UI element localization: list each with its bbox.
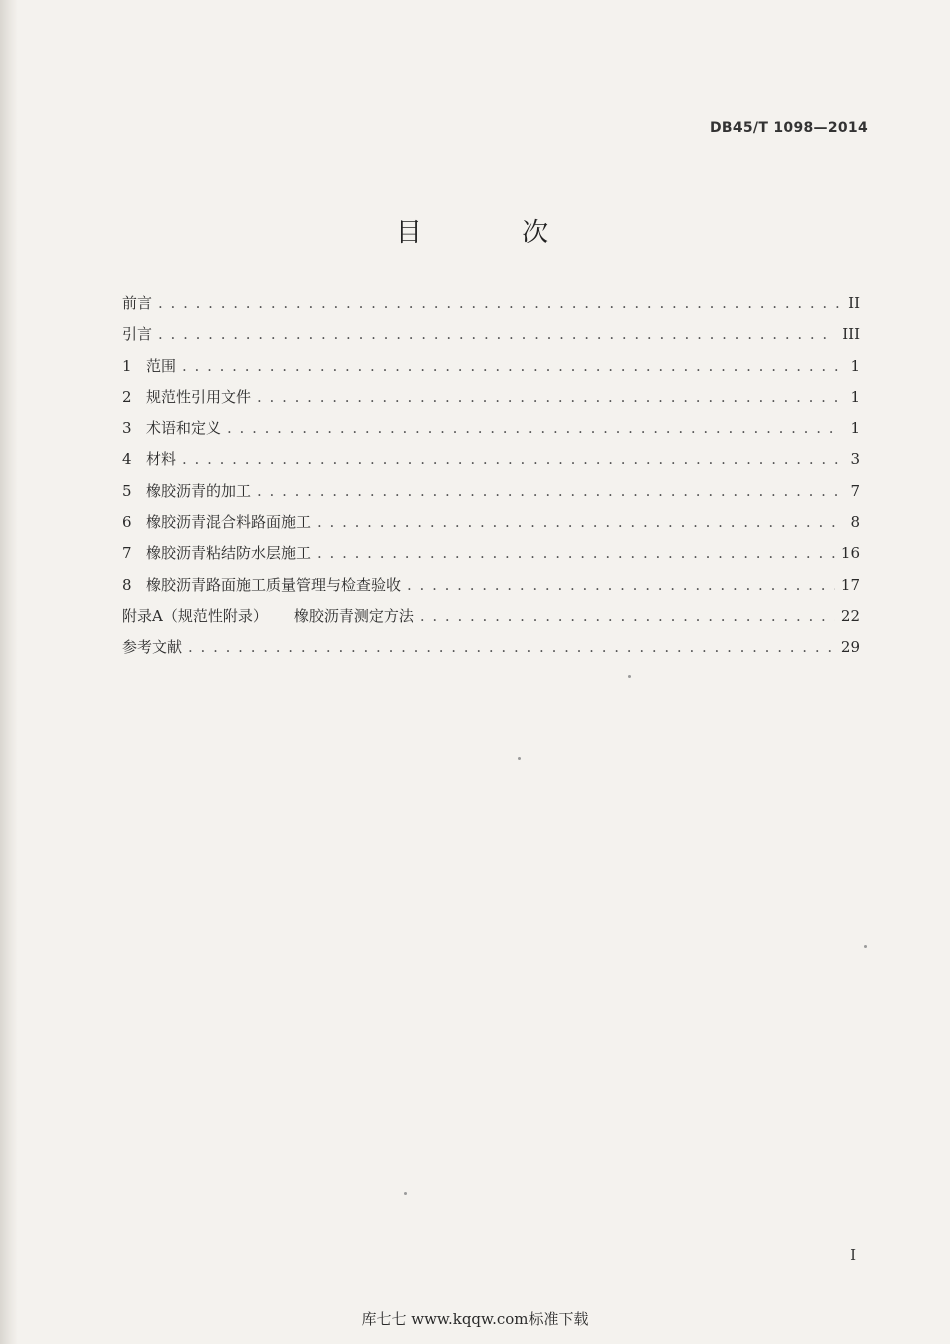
- toc-leader: [188, 632, 835, 663]
- page-title: 目 次: [395, 218, 595, 248]
- toc-entry-text: 参考文献: [122, 638, 183, 657]
- toc-entry-processing[interactable]: [122, 476, 860, 507]
- toc-page-ref: 7: [850, 481, 860, 500]
- toc-leader: [182, 351, 840, 382]
- toc-entry-quality-management[interactable]: [122, 570, 860, 601]
- toc-leader: [158, 288, 840, 319]
- toc-entry-number: 6: [122, 513, 132, 532]
- toc-leader: [257, 382, 840, 413]
- toc-page-ref: 8: [850, 513, 860, 532]
- toc-page-ref: III: [842, 325, 860, 344]
- scan-edge-shadow: [0, 0, 18, 1344]
- toc-entry-text: 橡胶沥青路面施工质量管理与检查验收: [146, 575, 402, 594]
- toc-entry-materials[interactable]: [122, 444, 860, 475]
- toc-entry-mixture-construction[interactable]: [122, 507, 860, 538]
- toc-entry-number: 8: [122, 575, 132, 594]
- toc-entry-subtitle: 橡胶沥青测定方法: [293, 606, 414, 625]
- toc-entry-normative-references[interactable]: [122, 382, 860, 413]
- toc-entry-waterproof-layer[interactable]: [122, 538, 860, 569]
- document-code: DB45/T 1098—2014: [709, 120, 868, 136]
- toc-entry-text: 引言: [122, 325, 153, 344]
- scan-speck: [404, 1192, 407, 1195]
- toc-entry-text: 范围: [146, 356, 177, 375]
- toc-entry-text: 术语和定义: [146, 419, 222, 438]
- toc-leader: [182, 444, 840, 475]
- toc-leader: [407, 570, 835, 601]
- toc-leader: [420, 601, 835, 632]
- toc-entry-preface[interactable]: [122, 288, 860, 319]
- toc-entry-number: 2: [122, 387, 132, 406]
- toc-leader: [227, 413, 840, 444]
- toc-entry-number: 7: [122, 544, 132, 563]
- toc-page-ref: 1: [850, 387, 860, 406]
- toc-leader: [317, 538, 835, 569]
- table-of-contents: [122, 288, 860, 664]
- scan-speck: [628, 675, 631, 678]
- toc-entry-number: 4: [122, 450, 132, 469]
- toc-entry-appendix-a[interactable]: [122, 601, 860, 632]
- toc-entry-text: 橡胶沥青混合料路面施工: [146, 513, 312, 532]
- toc-entry-text: 规范性引用文件: [146, 387, 252, 406]
- scan-speck: [518, 757, 521, 760]
- toc-entry-text: 橡胶沥青粘结防水层施工: [146, 544, 312, 563]
- toc-entry-number: 3: [122, 419, 132, 438]
- toc-entry-number: 5: [122, 481, 132, 500]
- toc-page-ref: 3: [850, 450, 860, 469]
- toc-page-ref: 1: [850, 419, 860, 438]
- toc-entry-text: 附录A（规范性附录）: [122, 606, 268, 625]
- toc-leader: [257, 476, 840, 507]
- toc-entry-scope[interactable]: [122, 351, 860, 382]
- toc-entry-terms[interactable]: [122, 413, 860, 444]
- footer-watermark: 库七七 www.kqqw.com标准下载: [361, 1310, 589, 1328]
- toc-leader: [158, 319, 836, 350]
- toc-entry-number: 1: [122, 356, 132, 375]
- toc-entry-text: 材料: [146, 450, 177, 469]
- toc-page-ref: II: [848, 294, 860, 312]
- toc-entry-introduction[interactable]: [122, 319, 860, 350]
- scan-speck: [864, 945, 867, 948]
- toc-entry-text: 前言: [122, 294, 153, 312]
- toc-page-ref: 17: [840, 575, 860, 594]
- toc-page-ref: 1: [850, 356, 860, 375]
- toc-entry-text: 橡胶沥青的加工: [146, 481, 252, 500]
- toc-entry-bibliography[interactable]: [122, 632, 860, 663]
- toc-leader: [317, 507, 840, 538]
- toc-page-ref: 29: [840, 638, 860, 657]
- page-number: I: [850, 1246, 856, 1264]
- toc-page-ref: 16: [840, 544, 860, 563]
- toc-page-ref: 22: [840, 606, 860, 625]
